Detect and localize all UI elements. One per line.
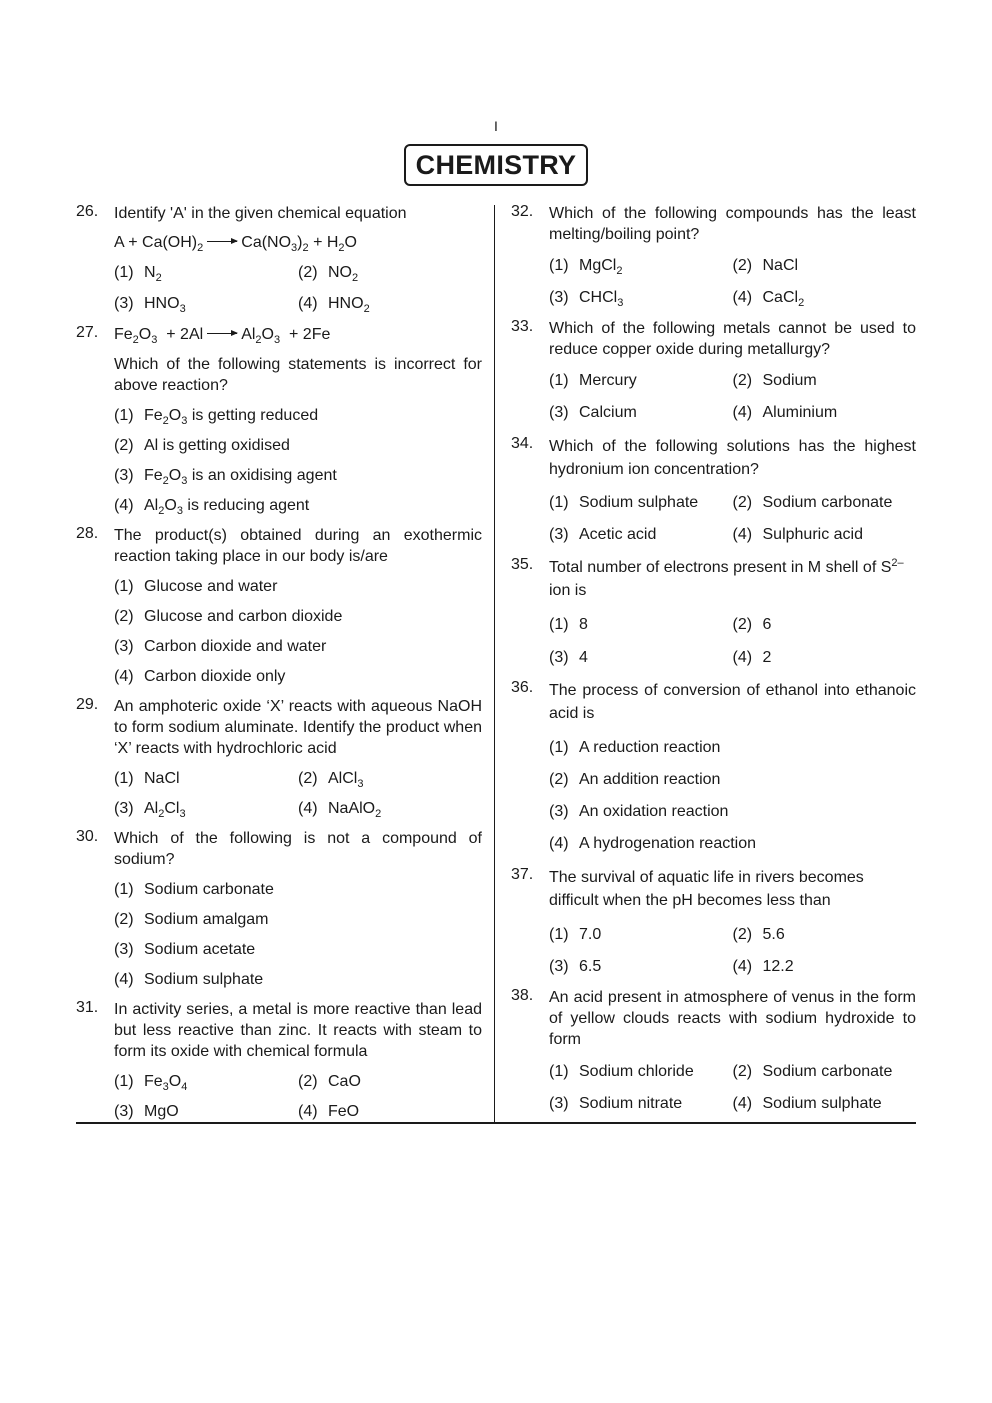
option-2[interactable]: (2) Sodium <box>732 372 817 389</box>
right-column <box>511 203 916 1114</box>
option-3[interactable]: (3) An oxidation reaction <box>549 803 729 820</box>
question-number: 38. <box>511 987 534 1004</box>
question-32 <box>511 203 916 308</box>
option-4[interactable]: (4) Sulphuric acid <box>732 526 863 543</box>
question-number: 30. <box>76 828 99 845</box>
option-2[interactable]: (2) Al is getting oxidised <box>114 437 290 454</box>
question-27 <box>76 324 482 516</box>
question-number: 35. <box>511 556 534 573</box>
option-1[interactable]: (1) Mercury <box>549 372 637 389</box>
option-4[interactable]: (4) Sodium sulphate <box>732 1095 882 1112</box>
option-1[interactable]: (1) MgCl$_2$ <box>549 257 623 277</box>
question-38 <box>511 987 916 1114</box>
question-stem: The survival of aquatic life in rivers becomes difficult when the pH becomes less than <box>549 869 864 909</box>
option-3[interactable]: (3) Calcium <box>549 404 637 421</box>
page-mark: I <box>494 118 498 134</box>
question-31 <box>76 999 482 1122</box>
question-26 <box>76 203 482 314</box>
option-1[interactable]: (1) Sodium chloride <box>549 1063 694 1080</box>
question-number: 33. <box>511 318 534 335</box>
reaction-arrow-icon <box>207 241 237 242</box>
question-stem: Identify 'A' in the given chemical equation <box>114 205 407 222</box>
option-1[interactable]: (1) Sodium sulphate <box>549 494 699 511</box>
question-29 <box>76 696 482 819</box>
option-1[interactable]: (1) Sodium carbonate <box>114 881 274 898</box>
question-stem: Which of the following is not a compound of sodium? <box>114 830 482 868</box>
option-3[interactable]: (3) MgO <box>114 1103 179 1120</box>
option-2[interactable]: (2) AlCl$_3$ <box>298 770 364 790</box>
option-3[interactable]: (3) CHCl$_3$ <box>549 289 624 309</box>
option-1[interactable]: (1) $Fe_3O_4$ <box>114 1073 188 1093</box>
option-4[interactable]: (4) NaAlO$_2$ <box>298 800 382 820</box>
chemical-equation: $Fe_2O_3 + 2Al$ $Al_2O_3 + 2Fe$ <box>114 326 331 346</box>
question-stem: In activity series, a metal is more reactive than lead but less reactive than zinc. It reacts with steam to form its oxide with chemical formula <box>114 1001 482 1060</box>
option-2[interactable]: (2) CaO <box>298 1073 361 1090</box>
option-3[interactable]: (3) Sodium nitrate <box>549 1095 683 1112</box>
question-stem: Which of the following statements is incorrect for above reaction? <box>114 356 482 394</box>
question-stem: Total number of electrons present in M shell of $S^{2-}$ ion is <box>549 557 904 599</box>
question-33 <box>511 318 916 423</box>
option-3[interactable]: (3) Acetic acid <box>549 526 657 543</box>
bottom-rule <box>76 1122 916 1124</box>
option-1[interactable]: (1) Glucose and water <box>114 578 278 595</box>
question-stem: The product(s) obtained during an exothermic reaction taking place in our body is/are <box>114 527 482 565</box>
option-2[interactable]: (2) Sodium carbonate <box>732 494 893 511</box>
option-2[interactable]: (2) Sodium amalgam <box>114 911 269 928</box>
option-2[interactable]: (2) Glucose and carbon dioxide <box>114 608 343 625</box>
column-divider <box>494 205 495 1123</box>
question-number: 29. <box>76 696 99 713</box>
question-number: 32. <box>511 203 534 220</box>
question-35 <box>511 556 916 668</box>
option-2[interactable]: (2) An addition reaction <box>549 771 721 788</box>
left-column <box>76 203 482 1122</box>
option-2[interactable]: (2) Sodium carbonate <box>732 1063 893 1080</box>
option-1[interactable]: (1) $Fe_2O_3$ is getting reduced <box>114 407 319 427</box>
option-2[interactable]: (2) $NO_2$ <box>298 264 359 284</box>
question-stem: The process of conversion of ethanol into ethanoic acid is <box>549 682 916 722</box>
reaction-arrow-icon <box>207 333 237 334</box>
question-stem: Which of the following compounds has the least melting/boiling point? <box>549 205 916 243</box>
question-stem: Which of the following solutions has the highest hydronium ion concentration? <box>549 438 916 478</box>
option-3[interactable]: (3) 6.5 <box>549 958 602 975</box>
question-number: 31. <box>76 999 99 1016</box>
question-37 <box>511 866 916 977</box>
option-4[interactable]: (4) Sodium sulphate <box>114 971 264 988</box>
option-3[interactable]: (3) $Al_2Cl_3$ <box>114 800 186 820</box>
option-4[interactable]: (4) 12.2 <box>732 958 794 975</box>
option-4[interactable]: (4) Aluminium <box>732 404 838 421</box>
chemical-equation: $A + Ca(OH)_2$ $Ca(NO_3)_2 + H_2O$ <box>114 234 357 254</box>
option-1[interactable]: (1) NaCl <box>114 770 180 787</box>
question-stem: An amphoteric oxide ‘X’ reacts with aqueous NaOH to form sodium aluminate. Identify the product when ‘X’ reacts with hydrochloric acid <box>114 698 482 757</box>
page-title: CHEMISTRY <box>404 144 588 186</box>
option-3[interactable]: (3) 4 <box>549 649 588 666</box>
option-4[interactable]: (4) FeO <box>298 1103 360 1120</box>
question-34 <box>511 435 916 545</box>
option-2[interactable]: (2) 6 <box>732 616 772 633</box>
question-number: 27. <box>76 324 99 341</box>
option-4[interactable]: (4) A hydrogenation reaction <box>549 835 757 852</box>
option-3[interactable]: (3) Carbon dioxide and water <box>114 638 327 655</box>
option-1[interactable]: (1) 7.0 <box>549 926 602 943</box>
option-3[interactable]: (3) Sodium acetate <box>114 941 256 958</box>
option-3[interactable]: (3) $Fe_2O_3$ is an oxidising agent <box>114 467 337 487</box>
option-4[interactable]: (4) 2 <box>732 649 772 666</box>
option-1[interactable]: (1) 8 <box>549 616 588 633</box>
question-36 <box>511 679 916 854</box>
question-number: 36. <box>511 679 534 696</box>
option-1[interactable]: (1) A reduction reaction <box>549 739 721 756</box>
question-number: 26. <box>76 203 99 220</box>
option-4[interactable]: (4) $Al_2O_3$ is reducing agent <box>114 497 310 517</box>
question-stem: Which of the following metals cannot be used to reduce copper oxide during metallurgy? <box>549 320 916 358</box>
question-number: 34. <box>511 435 534 452</box>
question-stem: An acid present in atmosphere of venus in the form of yellow clouds reacts with sodium hydroxide to form <box>549 989 916 1048</box>
option-2[interactable]: (2) 5.6 <box>732 926 785 943</box>
option-2[interactable]: (2) NaCl <box>732 257 799 274</box>
option-3[interactable]: (3) $HNO_3$ <box>114 295 186 315</box>
question-number: 28. <box>76 525 99 542</box>
option-1[interactable]: (1) $N_2$ <box>114 264 162 284</box>
option-4[interactable]: (4) CaCl$_2$ <box>732 289 805 309</box>
question-28 <box>76 525 482 687</box>
question-30 <box>76 828 482 990</box>
option-4[interactable]: (4) Carbon dioxide only <box>114 668 286 685</box>
option-4[interactable]: (4) $HNO_2$ <box>298 295 370 315</box>
question-number: 37. <box>511 866 534 883</box>
